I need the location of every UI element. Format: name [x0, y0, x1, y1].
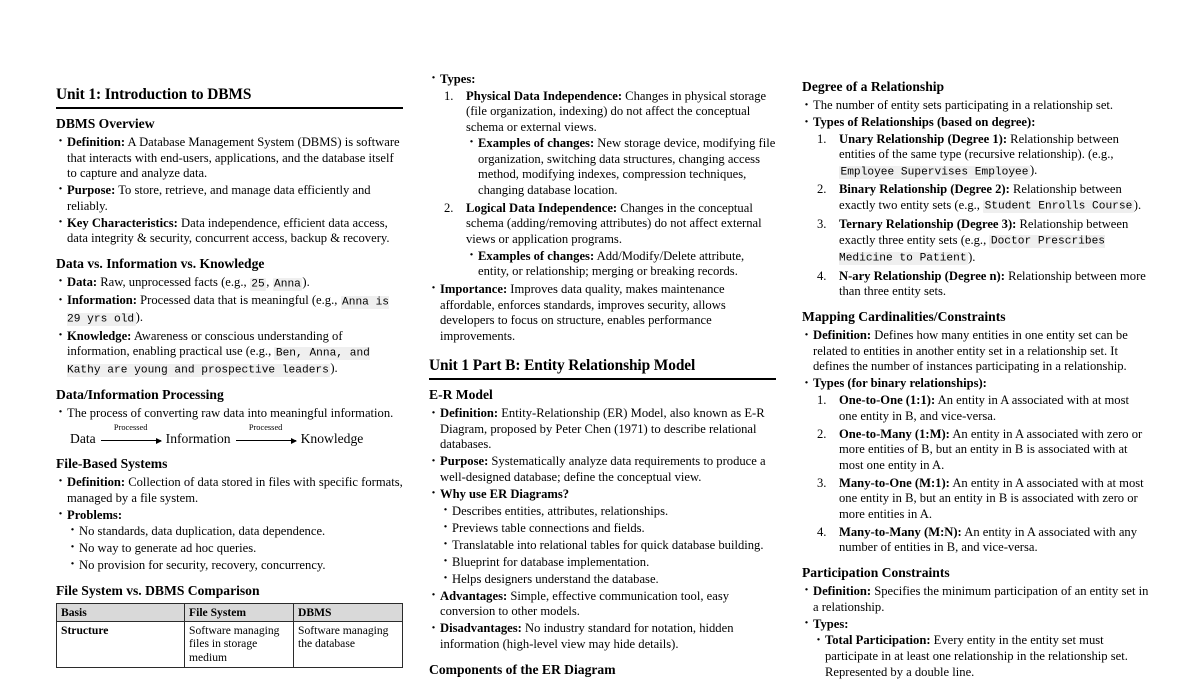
code-span: 25 [251, 278, 265, 291]
column-header-basis: Basis [57, 604, 185, 622]
arrow-shaft [101, 440, 161, 441]
list-item [56, 508, 403, 574]
nary-text: Relationship between more than three entity sets. [839, 268, 1146, 299]
list-degree [802, 98, 1149, 300]
page-title: Unit 1: Introduction to DBMS [56, 86, 252, 103]
data-flow-diagram [70, 422, 403, 447]
section-heading-file-based-systems: File-Based Systems [56, 455, 168, 471]
definition-text: Collection of data stored in files with specific formats, managed by a file system. [67, 475, 403, 505]
binary-text-end: ). [1133, 197, 1142, 212]
advantages-label: Advantages: [440, 588, 508, 603]
code-span: Anna [274, 278, 301, 291]
list-item [429, 406, 776, 453]
flow-node-data: Data [70, 430, 96, 446]
information-label: Information: [67, 293, 137, 308]
physical-independence-text: Changes in physical storage (file organization, indexing) do not affect the conceptual schema or external views. [466, 88, 767, 134]
list-item [802, 617, 1149, 680]
list-data-processing [56, 406, 403, 422]
purpose-label: Purpose: [67, 183, 116, 198]
knowledge-text-end: ). [330, 361, 338, 376]
list-item: · Helps designers understand the database. [440, 572, 776, 588]
list-item: · Blueprint for database implementation. [440, 555, 776, 571]
list-item [802, 115, 1149, 300]
ternary-label: Ternary Relationship (Degree 3): [839, 217, 1017, 232]
list-item: · Translatable into relational tables for quick database building. [440, 538, 776, 554]
list-item: · No standards, data duplication, data dependence. [67, 524, 403, 540]
key-characteristics-text: Data independence, efficient data access, data integrity & security, concurrent access, backup & recovery. [67, 215, 390, 246]
advantages-text: Simple, effective communication tool, easy conversion to other models. [440, 588, 730, 619]
definition-text: A Database Management System (DBMS) is software that interacts with end-users, applications, and the database itself to capture and analyze data. [67, 135, 400, 181]
definition-text: Specifies the minimum participation of an entity set in a relationship. [813, 584, 1149, 614]
knowledge-label: Knowledge: [67, 328, 132, 343]
one-to-many-label: One-to-Many (1:M): [839, 426, 950, 441]
table-row [57, 622, 403, 668]
key-characteristics-label: Key Characteristics: [67, 215, 178, 230]
many-to-one-text: An entity in A associated with at most one entity in B, but an entity in B is associated with zero or more entities in A. [839, 475, 1144, 521]
list-item [429, 621, 776, 652]
information-text-end: ). [135, 310, 143, 325]
code-span: Anna is 29 yrs old [67, 296, 390, 326]
definition-text: Entity-Relationship (ER) Model, also known as E-R Diagram, proposed by Peter Chen (1971) to describe relational databases. [440, 406, 765, 452]
flow-arrow-1 [101, 422, 161, 446]
list-dbms-overview [56, 135, 403, 247]
list-file-based-problems [67, 524, 403, 574]
list-item [56, 216, 403, 247]
list-item [813, 476, 1149, 523]
flow-node-information: Information [165, 430, 231, 446]
types-binary-label: Types (for binary relationships): [813, 376, 987, 391]
code-span: Employee Supervises Employee [840, 166, 1029, 178]
ternary-text: Relationship between exactly three entity sets (e.g., [839, 217, 1129, 247]
code-span: Doctor Prescribes Medicine to Patient [839, 235, 1106, 265]
list-item [429, 589, 776, 620]
numbered-list-relationship-degrees [813, 132, 1149, 300]
list-item [56, 293, 403, 327]
column-header-dbms: DBMS [294, 604, 403, 622]
definition-label: Definition: [67, 135, 126, 150]
list-item [56, 475, 403, 506]
problems-label: Problems: [67, 507, 123, 522]
list-mapping-cardinalities [802, 328, 1149, 556]
unary-text-end: ). [1029, 163, 1038, 177]
one-to-one-label: One-to-One (1:1): [839, 393, 936, 407]
definition-label: Definition: [440, 406, 499, 421]
types-of-relationships-label: Types of Relationships (based on degree): [813, 115, 1036, 130]
section-heading-data-info-knowledge: Data vs. Information vs. Knowledge [56, 255, 265, 271]
part-b-title: Unit 1 Part B: Entity Relationship Model [429, 357, 696, 375]
flow-arrow-2 [236, 422, 296, 446]
total-participation-text: Every entity in the entity set must participate in at least one relationship in the relationship set. Represented by a double line. [825, 633, 1128, 679]
column-one [56, 72, 403, 665]
knowledge-text: Awareness or conscious understanding of information, enabling practical use (e.g., [67, 328, 343, 359]
list-item: · No provision for security, recovery, concurrency. [67, 558, 403, 574]
list-item [429, 487, 776, 587]
list-item: · Previews table connections and fields. [440, 521, 776, 537]
types-label: Types: [440, 72, 476, 86]
list-item [813, 427, 1149, 474]
list-item [429, 454, 776, 485]
list-item [56, 329, 403, 378]
section-heading-components-er-diagram-clipped: Components of the ER Diagram [429, 661, 616, 677]
section-heading-file-system-vs-dbms: File System vs. DBMS Comparison [56, 582, 260, 598]
list-item [466, 136, 776, 198]
arrow-head-icon [156, 438, 162, 444]
list-er-model [429, 406, 776, 652]
list-item [440, 89, 776, 199]
many-to-many-text: An entity in A associated with any number of entities in B, and vice-versa. [839, 524, 1138, 555]
title-rule [56, 107, 403, 109]
cell-basis: Structure [57, 622, 185, 668]
column-three [802, 72, 1149, 679]
list-participation-constraints [802, 584, 1149, 680]
section-heading-er-model: E-R Model [429, 387, 493, 402]
cell-dbms: Software managing the database [294, 622, 403, 668]
definition-text: Defines how many entities in one entity set can be related to entities in another entity set in a relationship set. It defines the number of instances participating in a relationship. [813, 328, 1128, 374]
ternary-text-end: ). [968, 249, 976, 264]
one-to-many-text: An entity in A associated with zero or more entities of B, but an entity in B is associated with at most one entity in A. [839, 426, 1143, 472]
list-item [802, 328, 1149, 375]
list-item: · The number of entity sets participating in a relationship set. [802, 98, 1149, 114]
physical-independence-label: Physical Data Independence: [466, 88, 623, 103]
list-item [440, 201, 776, 280]
section-heading-dbms-overview: DBMS Overview [56, 115, 155, 131]
list-item [429, 282, 776, 344]
arrow-head-icon [291, 438, 297, 444]
list-item [813, 393, 1149, 424]
definition-label: Definition: [813, 584, 872, 599]
list-item [813, 217, 1149, 266]
flow-arrow-1-label: Processed [113, 422, 148, 432]
definition-label: Definition: [67, 475, 126, 490]
numbered-list-cardinality-types [813, 393, 1149, 556]
examples-text: New storage device, modifying file organization, switching data structures, changing access method, modifying indexes, compression techniques, changing database location. [478, 136, 776, 197]
purpose-label: Purpose: [440, 454, 489, 469]
purpose-text: Systematically analyze data requirements to produce a well-designed database; define the conceptual view. [440, 454, 766, 484]
logical-independence-text: Changes in the conceptual schema (adding/removing attributes) do not affect external views or application programs. [466, 200, 762, 246]
data-label: Data: [67, 275, 98, 290]
part-b-rule [429, 378, 776, 380]
why-er-diagrams-label: Why use ER Diagrams? [440, 487, 570, 502]
data-text-sep: , [266, 275, 273, 290]
arrow-shaft [236, 440, 296, 441]
section-heading-data-processing: Data/Information Processing [56, 386, 224, 402]
column-two [429, 72, 776, 677]
list-item [813, 269, 1149, 300]
examples-text: Add/Modify/Delete attribute, entity, or relationship; merging or breaking records. [478, 248, 745, 279]
list-data-independence-types [429, 72, 776, 344]
list-item [56, 135, 403, 182]
column-header-file-system: File System [185, 604, 294, 622]
table-header-row [57, 604, 403, 622]
data-text: Raw, unprocessed facts (e.g., [97, 275, 250, 290]
disadvantages-label: Disadvantages: [440, 621, 522, 636]
examples-label: Examples of changes: [478, 136, 595, 151]
numbered-list-independence-types [440, 89, 776, 280]
data-text-end: ). [302, 275, 310, 290]
code-span: Ben, Anna, and Kathy are young and prospective leaders [67, 347, 370, 377]
unary-text: Relationship between entities of the same type (recursive relationship). (e.g., [839, 131, 1119, 162]
flow-arrow-2-label: Processed [248, 422, 283, 432]
disadvantages-text: No industry standard for notation, hidden information (high-level view may hide details). [440, 621, 734, 651]
list-item [813, 132, 1149, 180]
many-to-many-label: Many-to-Many (M:N): [839, 524, 962, 539]
code-span: Student Enrolls Course [984, 200, 1133, 213]
list-item [56, 183, 403, 214]
section-heading-mapping-cardinalities: Mapping Cardinalities/Constraints [802, 309, 1006, 324]
information-text: Processed data that is meaningful (e.g., [136, 293, 341, 308]
importance-label: Importance: [440, 282, 508, 297]
list-file-based-systems [56, 475, 403, 574]
list-item [56, 275, 403, 292]
definition-label: Definition: [813, 328, 872, 343]
binary-text: Relationship between exactly two entity sets (e.g., [839, 182, 1122, 212]
list-item: · The process of converting raw data into meaningful information. [56, 406, 403, 422]
list-item [813, 633, 1149, 680]
list-item [802, 376, 1149, 556]
list-item [802, 584, 1149, 615]
cell-file-system: Software managing files in storage medium [185, 622, 294, 668]
list-item [813, 525, 1149, 556]
list-item [466, 249, 776, 280]
one-to-one-text: An entity in A associated with at most one entity in B, and vice-versa. [839, 393, 1129, 423]
unary-label: Unary Relationship (Degree 1): [839, 131, 1008, 146]
list-physical-examples [466, 136, 776, 198]
list-item [429, 72, 776, 280]
purpose-text: To store, retrieve, and manage data efficiently and reliably. [67, 183, 371, 213]
binary-label: Binary Relationship (Degree 2): [839, 182, 1010, 197]
types-label: Types: [813, 616, 849, 631]
list-item: · Describes entities, attributes, relationships. [440, 504, 776, 520]
list-data-info-knowledge [56, 275, 403, 378]
list-why-er-diagrams [440, 504, 776, 588]
list-participation-types [813, 633, 1149, 680]
flow-node-knowledge: Knowledge [300, 430, 364, 446]
list-item [813, 182, 1149, 214]
section-heading-participation-constraints: Participation Constraints [802, 564, 950, 580]
section-heading-degree-of-relationship: Degree of a Relationship [802, 79, 945, 94]
logical-independence-label: Logical Data Independence: [466, 200, 618, 215]
importance-text: Improves data quality, makes maintenance affordable, enforces standards, improves security, allows developers to focus on structure, enables performance improvements. [440, 282, 726, 343]
list-item: · No way to generate ad hoc queries. [67, 541, 403, 557]
total-participation-label: Total Participation: [825, 633, 931, 648]
nary-label: N-ary Relationship (Degree n): [839, 268, 1005, 283]
examples-label: Examples of changes: [478, 248, 595, 263]
list-logical-examples [466, 249, 776, 280]
comparison-table [56, 603, 403, 668]
many-to-one-label: Many-to-One (M:1): [839, 475, 950, 490]
